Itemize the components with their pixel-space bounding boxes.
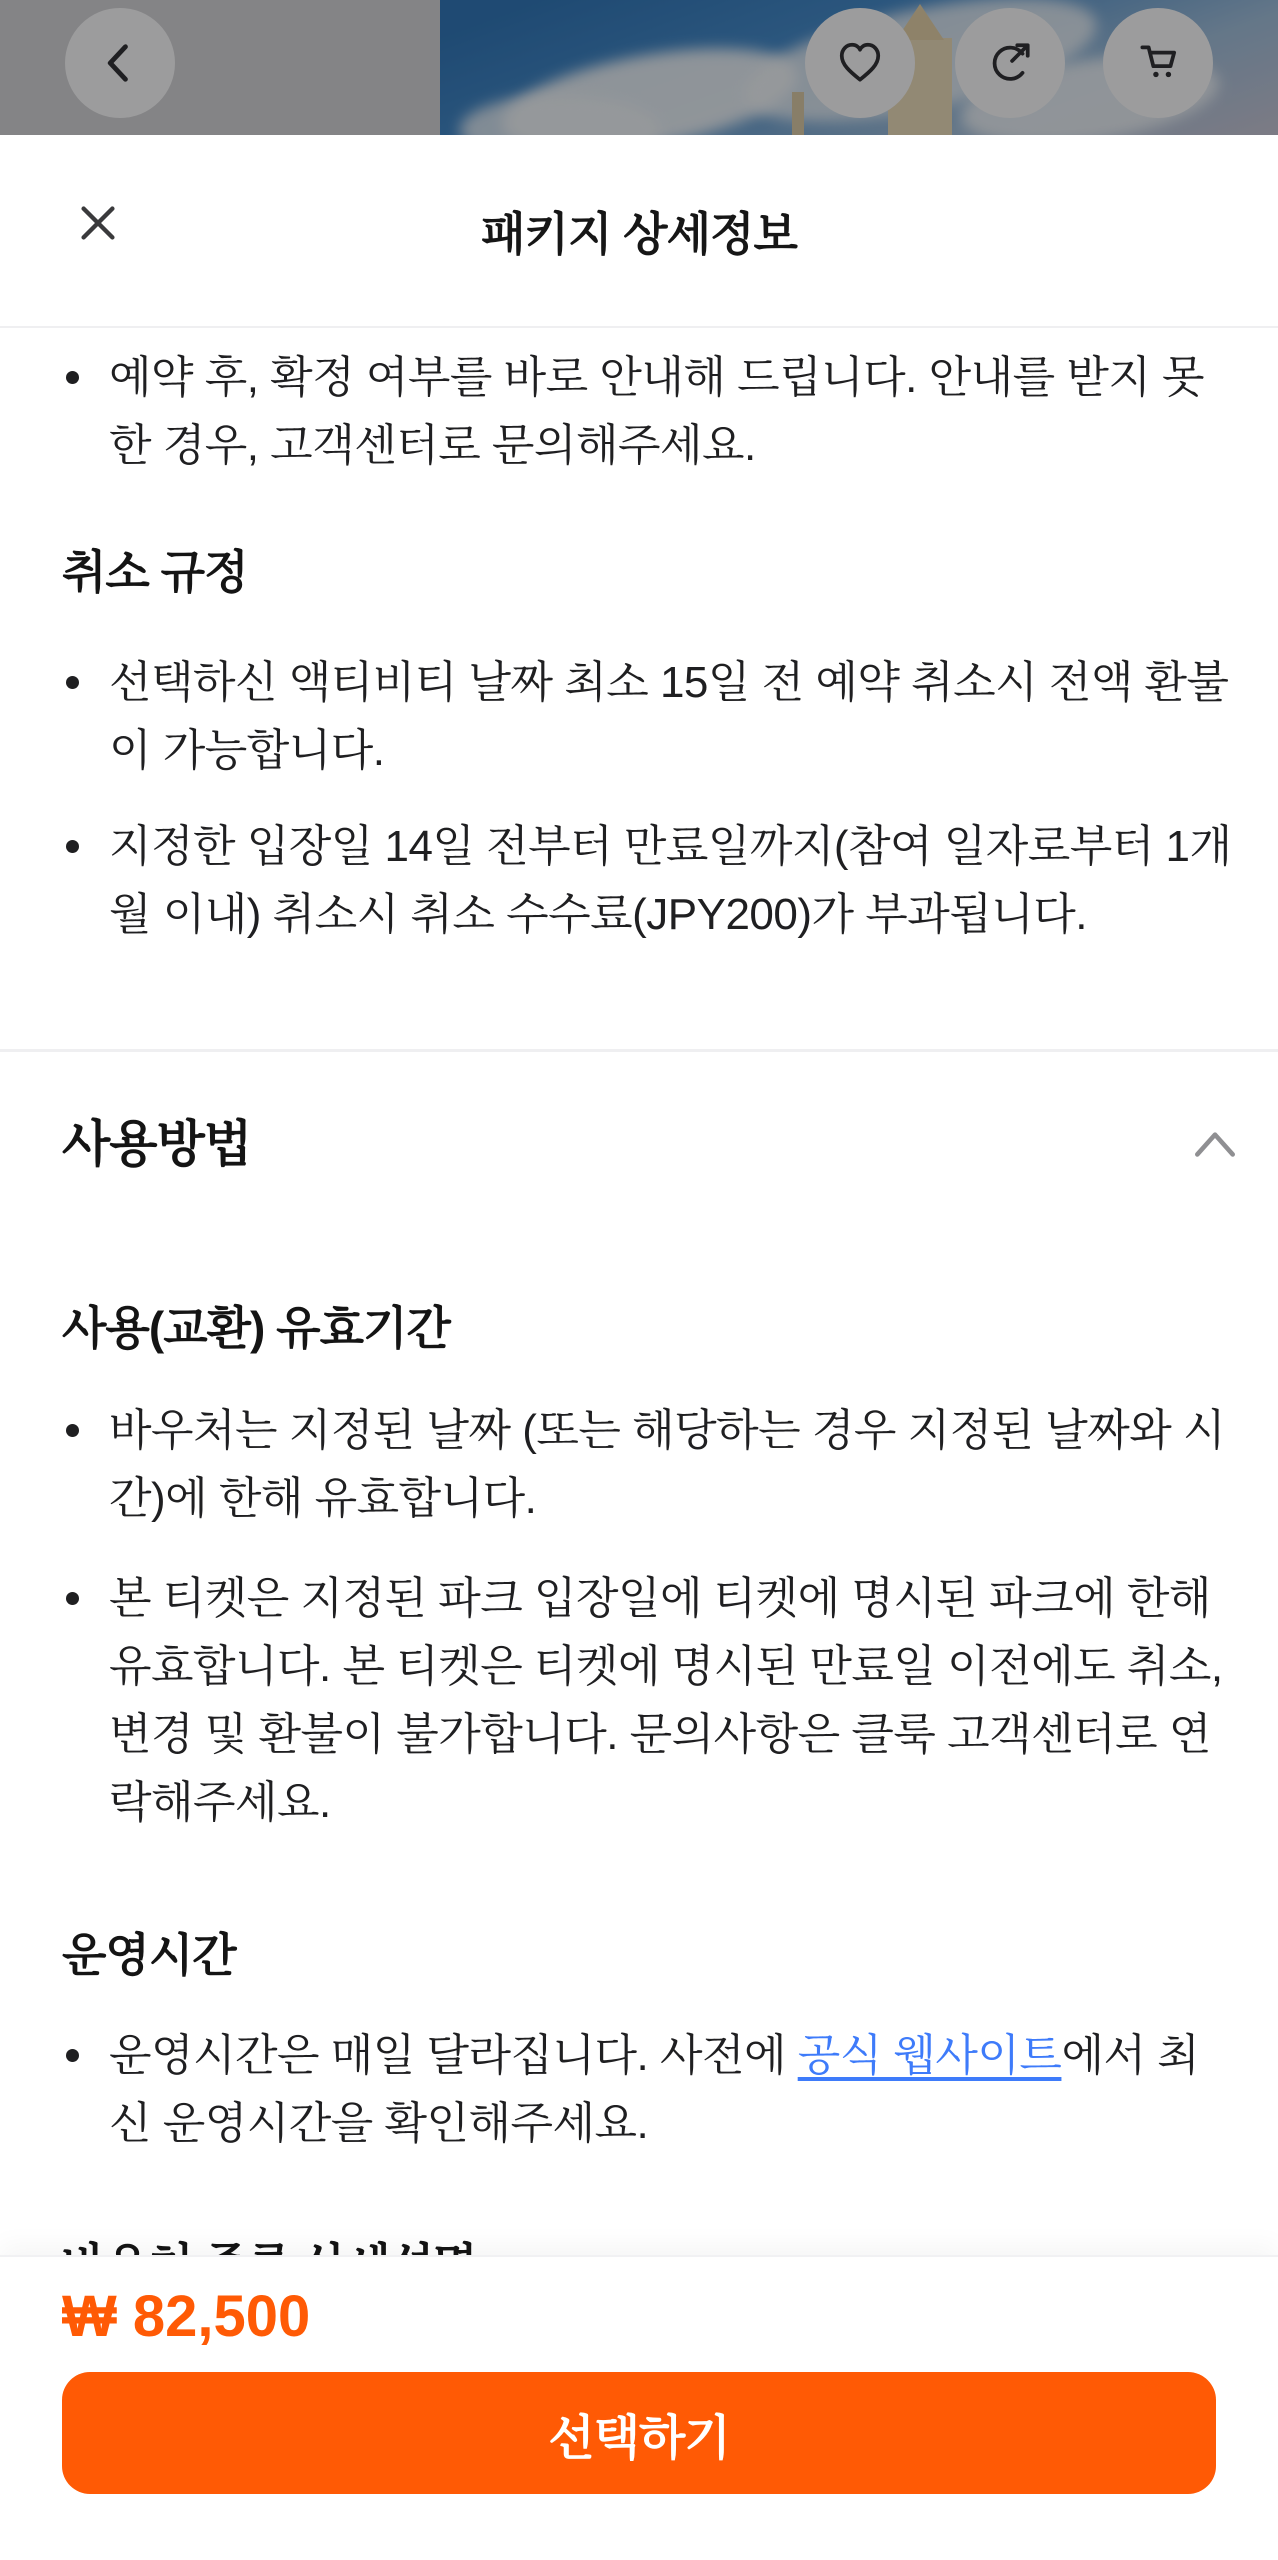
official-website-link[interactable]: 공식 웹사이트 [797, 2031, 1062, 2080]
hours-text-pre: 운영시간은 매일 달라집니다. 사전에 [109, 2031, 798, 2080]
list-item [62, 813, 1240, 949]
dimmed-backdrop [0, 0, 1278, 135]
chevron-up-icon [1190, 1127, 1240, 1161]
list-item [62, 649, 1240, 785]
close-icon [75, 200, 121, 246]
hours-bullet-text [109, 2022, 1240, 2158]
hours-heading: 운영시간 [62, 1929, 236, 1981]
cancel-policy-heading: 취소 규정 [62, 546, 248, 598]
bullet-dot [66, 1592, 79, 1605]
bullet-dot [66, 676, 79, 689]
usage-section-toggle[interactable] [62, 1114, 1240, 1174]
list-item [62, 344, 1240, 480]
bullet-dot [66, 2049, 79, 2062]
bullet-dot [66, 1424, 79, 1437]
close-button[interactable] [72, 197, 124, 249]
bullet-dot [66, 840, 79, 853]
booking-footer [0, 2255, 1278, 2560]
modal-scrim[interactable] [0, 0, 1278, 135]
cancel-policy-bullet-text: 지정한 입장일 14일 전부터 만료일까지(참여 일자로부터 1개월 이내) 취소시 취소 수수료(JPY200)가 부과됩니다. [109, 822, 1232, 939]
section-divider [0, 1049, 1278, 1052]
sheet-title: 패키지 상세정보 [481, 207, 797, 260]
cancel-policy-bullet-text: 선택하신 액티비티 날짜 최소 15일 전 예약 취소시 전액 환불이 가능합니다. [109, 658, 1229, 775]
select-button[interactable]: 선택하기 [62, 2372, 1216, 2494]
sheet-content [0, 344, 1278, 2293]
package-detail-sheet [0, 135, 1278, 2560]
list-item [62, 2022, 1240, 2158]
list-item [62, 1397, 1240, 1533]
validity-bullet-text: 본 티켓은 지정된 파크 입장일에 티켓에 명시된 파크에 한해 유효합니다. 본 티켓은 티켓에 명시된 만료일 이전에도 취소, 변경 및 환불이 불가합니다. 문의사항은 클룩 고객센터로 연락해주세요. [109, 1574, 1223, 1827]
sheet-header [0, 135, 1278, 328]
bullet-dot [66, 371, 79, 384]
validity-heading: 사용(교환) 유효기간 [62, 1302, 450, 1354]
list-item [62, 1565, 1240, 1837]
validity-bullet-text: 바우처는 지정된 날짜 (또는 해당하는 경우 지정된 날짜와 시간)에 한해 유효합니다. [109, 1406, 1226, 1523]
hours-text-post: 에서 최신 운영시간을 확인해주세요. [109, 2031, 1200, 2148]
usage-section-heading: 사용방법 [62, 1116, 252, 1172]
intro-bullet-text: 예약 후, 확정 여부를 바로 안내해 드립니다. 안내를 받지 못한 경우, 고객센터로 문의해주세요. [109, 353, 1205, 470]
price-label: ₩ 82,500 [62, 2284, 311, 2349]
